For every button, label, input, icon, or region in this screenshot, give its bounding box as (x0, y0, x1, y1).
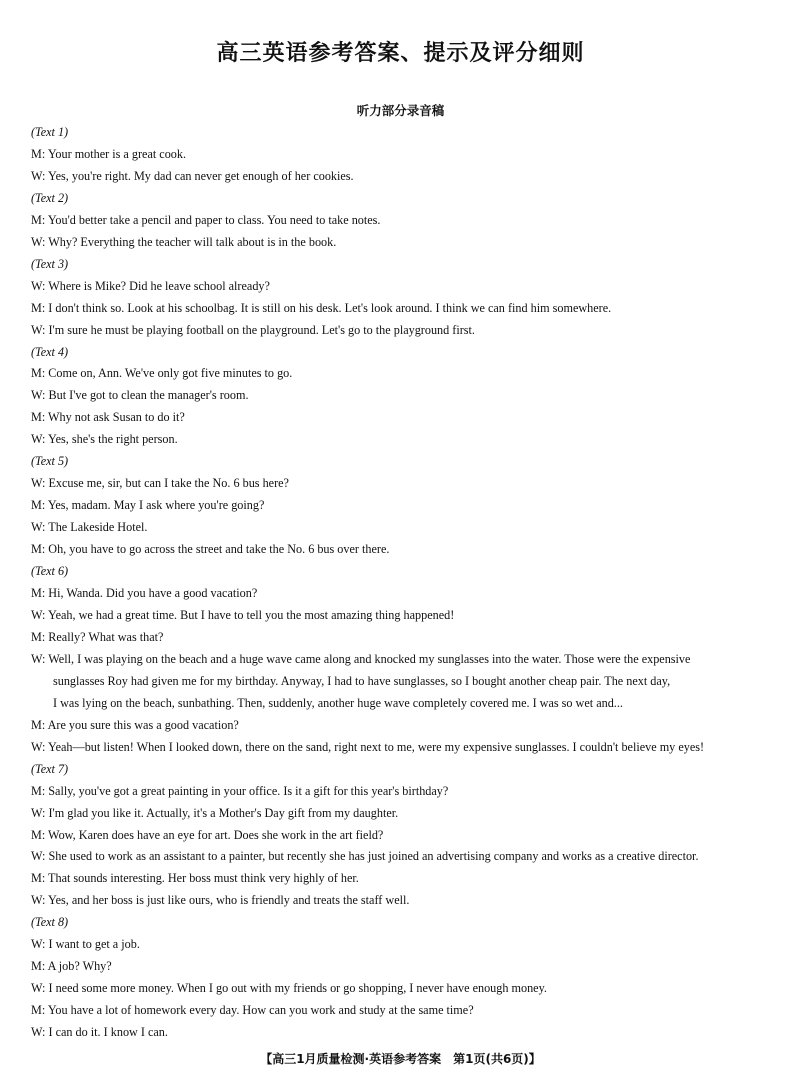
transcript-line: W: I need some more money. When I go out with my friends or go shopping, I never have enough money. (31, 981, 547, 996)
transcript-line: W: Yeah, we had a great time. But I have to tell you the most amazing thing happened! (31, 607, 455, 622)
text-label: (Text 1) (31, 125, 69, 139)
transcript-line: M: I don't think so. Look at his schoolbag. It is still on his desk. Let's look around. I think we can find him somewhere. (31, 300, 612, 315)
text-label: (Text 4) (31, 344, 69, 359)
text-label: (Text 8) (31, 915, 69, 930)
text-label: (Text 7) (31, 761, 69, 776)
transcript-line: sunglasses Roy had given me for my birthday. Anyway, I had to have sunglasses, so I bought another cheap pair. The next day, (53, 673, 671, 688)
page-title: 高三英语参考答案、提示及评分细则 (216, 41, 585, 66)
transcript-line: W: Why? Everything the teacher will talk about is in the book. (31, 234, 337, 249)
text-label: (Text 3) (31, 256, 69, 271)
transcript-line: M: Why not ask Susan to do it? (31, 410, 185, 425)
transcript-line: M: You have a lot of homework every day. How can you work and study at the same time? (31, 1003, 474, 1018)
transcript-line: W: Where is Mike? Did he leave school already? (31, 278, 270, 293)
transcript-line: M: Wow, Karen does have an eye for art. Does she work in the art field? (31, 827, 384, 842)
transcript-line: M: Are you sure this was a good vacation? (31, 717, 239, 732)
transcript-line: M: Oh, you have to go across the street and take the No. 6 bus over there. (31, 542, 390, 557)
transcript-line: M: A job? Why? (31, 959, 112, 974)
transcript-line: M: Sally, you've got a great painting in your office. Is it a gift for this year's birthday? (31, 783, 449, 798)
section-title: 听力部分录音稿 (356, 103, 445, 118)
transcript-line: W: Yeah—but listen! When I looked down, there on the sand, right next to me, were my expensive sunglasses. I couldn't believe my eyes! (31, 739, 705, 754)
transcript-line: W: I want to get a job. (31, 937, 140, 952)
transcript-line: I was lying on the beach, sunbathing. Then, suddenly, another huge wave completely covered me. I was so wet and... (53, 695, 623, 710)
transcript-line: M: Come on, Ann. We've only got five minutes to go. (31, 366, 293, 381)
text-label: (Text 6) (31, 564, 69, 579)
transcript-line: W: The Lakeside Hotel. (31, 520, 148, 535)
transcript-line: M: That sounds interesting. Her boss must think very highly of her. (31, 871, 359, 886)
transcript-line: M: You'd better take a pencil and paper to class. You need to take notes. (31, 212, 381, 227)
transcript-line: W: I'm sure he must be playing football on the playground. Let's go to the playground first. (31, 322, 475, 337)
transcript-line: W: I can do it. I know I can. (31, 1025, 168, 1040)
text-label: (Text 5) (31, 454, 69, 469)
transcript-line: M: Really? What was that? (31, 629, 164, 644)
transcript-line: W: Yes, you're right. My dad can never get enough of her cookies. (31, 168, 354, 183)
transcript-line: W: Well, I was playing on the beach and a huge wave came along and knocked my sunglasses into the water. Those were the expensive (31, 651, 691, 666)
transcript-line: W: Yes, and her boss is just like ours, who is friendly and treats the staff well. (31, 893, 410, 908)
transcript-line: M: Hi, Wanda. Did you have a good vacation? (31, 586, 258, 601)
page-footer: 【高三1月质量检测·英语参考答案 第1页(共6页)】 (260, 1052, 541, 1066)
transcript-line: M: Yes, madam. May I ask where you're going? (31, 498, 265, 513)
transcript-line: W: But I've got to clean the manager's room. (31, 388, 249, 403)
text-label: (Text 2) (31, 190, 69, 205)
transcript (31, 122, 779, 1044)
transcript-line: W: Yes, she's the right person. (31, 432, 178, 447)
transcript-line: W: She used to work as an assistant to a painter, but recently she has just joined an advertising company and works as a creative director. (31, 849, 699, 864)
transcript-line: W: I'm glad you like it. Actually, it's a Mother's Day gift from my daughter. (31, 805, 399, 820)
transcript-line: M: Your mother is a great cook. (31, 146, 187, 161)
transcript-line: W: Excuse me, sir, but can I take the No. 6 bus here? (31, 476, 289, 491)
